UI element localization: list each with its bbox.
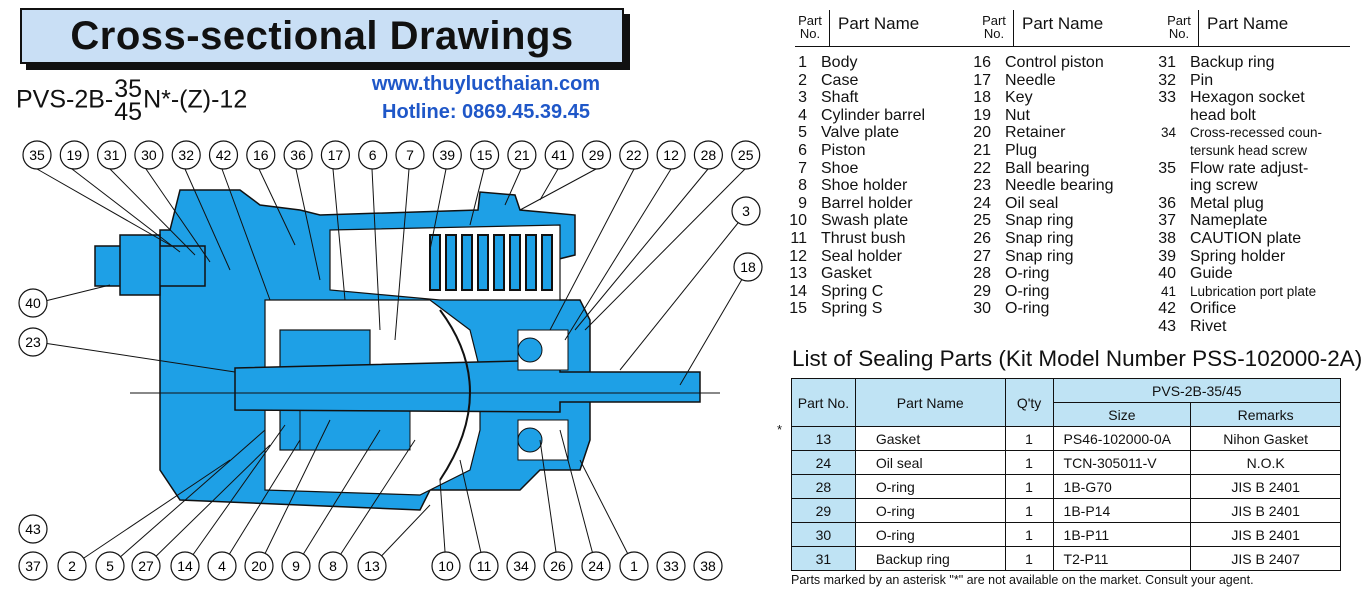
callout-35 bbox=[23, 141, 51, 169]
part-number: 37 bbox=[1158, 212, 1176, 230]
part-number: 7 bbox=[798, 159, 807, 177]
callout-42 bbox=[210, 141, 238, 169]
part-row bbox=[781, 248, 902, 266]
part-name: Flow rate adjust- bbox=[1190, 159, 1309, 177]
sealing-cell-no: 29 bbox=[792, 499, 856, 523]
part-name: Spring C bbox=[821, 282, 884, 300]
callout-30 bbox=[135, 141, 163, 169]
part-name: Cylinder barrel bbox=[821, 106, 926, 124]
part-number: 12 bbox=[789, 247, 807, 265]
callout-label: 21 bbox=[514, 147, 530, 163]
part-row bbox=[781, 265, 872, 283]
header-qty: Q'ty bbox=[1005, 379, 1053, 427]
callout-26 bbox=[544, 552, 572, 580]
part-name: Guide bbox=[1190, 265, 1233, 283]
part-name: ing screw bbox=[1190, 177, 1258, 195]
sealing-cell-no: 30 bbox=[792, 523, 856, 547]
part-row bbox=[1150, 107, 1256, 125]
part-name: Snap ring bbox=[1005, 230, 1074, 247]
callout-label: 39 bbox=[439, 147, 456, 163]
callout-11 bbox=[470, 552, 498, 580]
callout-label: 22 bbox=[626, 147, 642, 163]
callout-label: 29 bbox=[588, 147, 605, 163]
callout-label: 15 bbox=[476, 147, 493, 163]
header-model-group: PVS-2B-35/45 bbox=[1053, 379, 1340, 403]
part-number: 14 bbox=[789, 282, 807, 300]
part-number: 3 bbox=[798, 89, 807, 107]
sealing-cell-size: 1B-G70 bbox=[1053, 475, 1191, 499]
part-number: 10 bbox=[789, 212, 807, 230]
callout-label: 23 bbox=[25, 334, 41, 350]
callout-36 bbox=[284, 141, 312, 169]
callout-label: 6 bbox=[368, 147, 377, 163]
callout-27 bbox=[132, 552, 160, 580]
callout-label: 8 bbox=[329, 558, 337, 574]
callout-label: 27 bbox=[138, 558, 154, 574]
part-number: 20 bbox=[973, 124, 991, 142]
part-name: Pin bbox=[1190, 71, 1214, 89]
hotline-text: Hotline: 0869.45.39.45 bbox=[382, 101, 590, 123]
sealing-cell-remarks: JIS B 2401 bbox=[1191, 475, 1341, 499]
header-part-name: Part Name bbox=[1022, 14, 1104, 33]
callout-label: 2 bbox=[68, 558, 76, 574]
callout-label: 36 bbox=[290, 147, 306, 163]
part-name: Nut bbox=[1005, 106, 1030, 124]
callout-12 bbox=[657, 141, 685, 169]
part-name: Ball bearing bbox=[1005, 159, 1090, 177]
part-number: 18 bbox=[973, 89, 991, 107]
sealing-title: List of Sealing Parts (Kit Model Number PSS-102000-2A) bbox=[792, 346, 1363, 371]
callout-15 bbox=[471, 141, 499, 169]
part-name: Lubrication port plate bbox=[1190, 283, 1317, 299]
callout-label: 12 bbox=[663, 147, 679, 163]
part-name: Thrust bush bbox=[821, 230, 906, 247]
part-name: Plug bbox=[1005, 142, 1038, 159]
part-name: Shoe bbox=[821, 159, 859, 177]
part-row bbox=[781, 54, 857, 72]
part-row bbox=[965, 265, 1049, 283]
model-suffix: N*-(Z)-12 bbox=[143, 85, 248, 114]
callout-23 bbox=[19, 328, 47, 356]
part-name: Seal holder bbox=[821, 247, 902, 265]
callout-label: 38 bbox=[700, 558, 716, 574]
sealing-cell-remarks: JIS B 2401 bbox=[1191, 523, 1341, 547]
part-number: 19 bbox=[973, 106, 991, 124]
header-size: Size bbox=[1053, 403, 1191, 427]
callout-22 bbox=[620, 141, 648, 169]
header-part-no-line2: No. bbox=[983, 26, 1005, 41]
part-number: 6 bbox=[798, 142, 807, 159]
part-name: O-ring bbox=[1005, 282, 1050, 300]
part-number: 34 bbox=[1160, 125, 1176, 141]
callout-label: 3 bbox=[742, 203, 750, 219]
callout-label: 41 bbox=[551, 147, 567, 163]
parts-list-header bbox=[795, 10, 1350, 47]
callout-34 bbox=[507, 552, 535, 580]
callout-8 bbox=[319, 552, 347, 580]
part-name: Snap ring bbox=[1005, 212, 1074, 230]
callout-label: 37 bbox=[25, 558, 41, 574]
callout-label: 26 bbox=[550, 558, 566, 574]
part-row bbox=[965, 89, 1033, 107]
callout-19 bbox=[60, 141, 88, 169]
part-name: CAUTION plate bbox=[1190, 230, 1302, 247]
sealing-cell-remarks: N.O.K bbox=[1191, 451, 1341, 475]
part-name: O-ring bbox=[1005, 265, 1050, 283]
callout-10 bbox=[432, 552, 460, 580]
model-prefix: PVS-2B- bbox=[16, 85, 114, 114]
part-number: 33 bbox=[1158, 89, 1176, 107]
part-name: Gasket bbox=[821, 265, 872, 283]
callout-40 bbox=[19, 289, 47, 317]
part-name: Key bbox=[1005, 89, 1033, 107]
part-name: Piston bbox=[821, 142, 866, 159]
sealing-row bbox=[792, 547, 1341, 571]
part-name: Case bbox=[821, 71, 859, 89]
sealing-cell-qty: 1 bbox=[1005, 499, 1053, 523]
part-row bbox=[781, 142, 865, 160]
callout-20 bbox=[245, 552, 273, 580]
callout-label: 24 bbox=[588, 558, 604, 574]
part-row bbox=[1150, 89, 1305, 107]
header-part-no bbox=[795, 14, 825, 40]
part-name: Nameplate bbox=[1190, 212, 1268, 230]
part-row bbox=[1150, 318, 1226, 336]
part-name: Valve plate bbox=[821, 124, 899, 142]
callout-label: 10 bbox=[438, 558, 454, 574]
header-part-no bbox=[979, 14, 1009, 40]
part-number: 22 bbox=[973, 159, 991, 177]
callout-1 bbox=[620, 552, 648, 580]
sealing-cell-no: 13 bbox=[792, 427, 856, 451]
sealing-cell-no: 28 bbox=[792, 475, 856, 499]
sealing-cell-qty: 1 bbox=[1005, 427, 1053, 451]
part-row bbox=[781, 160, 858, 178]
part-row bbox=[965, 142, 1037, 160]
part-number: 27 bbox=[973, 247, 991, 265]
header-part-no-line2: No. bbox=[1168, 26, 1190, 41]
contact-block bbox=[352, 70, 620, 126]
part-number: 39 bbox=[1158, 247, 1176, 265]
part-number: 41 bbox=[1160, 283, 1176, 299]
sealing-cell-no: 31 bbox=[792, 547, 856, 571]
callout-label: 18 bbox=[740, 259, 756, 275]
callout-label: 28 bbox=[700, 147, 717, 163]
part-name: head bolt bbox=[1190, 106, 1256, 124]
sealing-cell-qty: 1 bbox=[1005, 547, 1053, 571]
part-row bbox=[1150, 230, 1301, 248]
callout-label: 9 bbox=[292, 558, 300, 574]
part-number: 29 bbox=[973, 282, 991, 300]
sealing-row bbox=[792, 451, 1341, 475]
sealing-row bbox=[792, 475, 1341, 499]
header-part-no bbox=[1164, 14, 1194, 40]
callout-24 bbox=[582, 552, 610, 580]
part-name: Control piston bbox=[1005, 54, 1104, 71]
sealing-cell-name: O-ring bbox=[855, 475, 1005, 499]
part-row bbox=[965, 283, 1049, 301]
part-row bbox=[965, 300, 1049, 318]
asterisk-mark: * bbox=[777, 422, 783, 437]
callout-label: 34 bbox=[513, 558, 529, 574]
part-row bbox=[781, 230, 905, 248]
callout-label: 32 bbox=[178, 147, 194, 163]
part-row bbox=[1150, 160, 1308, 178]
part-row bbox=[781, 283, 883, 301]
part-name: Barrel holder bbox=[821, 194, 913, 212]
header-part-name: Part Name bbox=[855, 379, 1005, 427]
model-bottom: 45 bbox=[114, 98, 143, 126]
header-remarks: Remarks bbox=[1191, 403, 1341, 427]
callout-43 bbox=[19, 515, 47, 543]
callout-7 bbox=[396, 141, 424, 169]
part-number: 4 bbox=[798, 106, 807, 124]
part-number: 35 bbox=[1158, 159, 1176, 177]
part-name: Retainer bbox=[1005, 124, 1066, 142]
callout-28 bbox=[694, 141, 722, 169]
part-row bbox=[965, 230, 1074, 248]
part-row bbox=[781, 124, 899, 142]
part-row bbox=[781, 177, 907, 195]
model-number bbox=[16, 75, 248, 126]
sealing-cell-remarks: JIS B 2407 bbox=[1191, 547, 1341, 571]
model-top: 35 bbox=[114, 75, 143, 103]
part-row bbox=[965, 107, 1030, 125]
sealing-cell-no: 24 bbox=[792, 451, 856, 475]
part-row bbox=[1150, 195, 1264, 213]
part-name: Spring S bbox=[821, 300, 883, 318]
part-row bbox=[781, 212, 908, 230]
sealing-cell-name: Oil seal bbox=[855, 451, 1005, 475]
part-name: O-ring bbox=[1005, 300, 1050, 318]
sealing-cell-remarks: Nihon Gasket bbox=[1191, 427, 1341, 451]
part-row bbox=[1150, 212, 1267, 230]
callout-17 bbox=[321, 141, 349, 169]
sealing-table bbox=[791, 378, 1341, 571]
part-name: Needle bbox=[1005, 71, 1056, 89]
callout-6 bbox=[359, 141, 387, 169]
page-title: Cross-sectional Drawings bbox=[70, 14, 574, 58]
sealing-cell-name: Backup ring bbox=[855, 547, 1005, 571]
callout-label: 16 bbox=[253, 147, 269, 163]
part-name: Backup ring bbox=[1190, 54, 1275, 71]
part-name: Hexagon socket bbox=[1190, 89, 1305, 107]
header-divider bbox=[1013, 10, 1014, 46]
part-number: 36 bbox=[1158, 194, 1176, 212]
part-row bbox=[965, 212, 1074, 230]
callout-37 bbox=[19, 552, 47, 580]
sealing-cell-qty: 1 bbox=[1005, 475, 1053, 499]
part-number: 15 bbox=[789, 300, 807, 318]
part-name: Needle bearing bbox=[1005, 177, 1114, 195]
part-name: tersunk head screw bbox=[1190, 143, 1308, 158]
part-row bbox=[781, 195, 913, 213]
callout-16 bbox=[247, 141, 275, 169]
header-part-no-line1: Part bbox=[982, 13, 1006, 28]
sealing-cell-name: Gasket bbox=[855, 427, 1005, 451]
part-row bbox=[965, 195, 1058, 213]
part-row bbox=[1150, 248, 1285, 266]
callout-41 bbox=[545, 141, 573, 169]
header-part-no-line2: No. bbox=[799, 26, 821, 41]
header-part-name: Part Name bbox=[838, 14, 920, 33]
part-name: Metal plug bbox=[1190, 194, 1264, 212]
part-number: 25 bbox=[973, 212, 991, 230]
sealing-cell-qty: 1 bbox=[1005, 523, 1053, 547]
part-number: 9 bbox=[798, 194, 807, 212]
callout-2 bbox=[58, 552, 86, 580]
callout-label: 11 bbox=[476, 558, 492, 574]
callout-layer bbox=[0, 130, 770, 596]
part-row bbox=[1150, 124, 1322, 142]
callout-38 bbox=[694, 552, 722, 580]
part-number: 28 bbox=[973, 265, 991, 283]
part-number: 16 bbox=[973, 54, 991, 71]
callout-label: 43 bbox=[25, 521, 41, 537]
sealing-row bbox=[792, 523, 1341, 547]
callout-label: 1 bbox=[630, 558, 638, 574]
part-number: 40 bbox=[1158, 265, 1176, 283]
cross-section-drawing bbox=[0, 130, 770, 596]
callout-label: 33 bbox=[663, 558, 679, 574]
title-banner bbox=[20, 8, 624, 64]
part-name: Shaft bbox=[821, 89, 859, 107]
part-name: Snap ring bbox=[1005, 247, 1074, 265]
part-row bbox=[1150, 72, 1213, 90]
part-row bbox=[781, 72, 858, 90]
callout-29 bbox=[583, 141, 611, 169]
callout-label: 42 bbox=[215, 147, 232, 163]
sealing-cell-size: PS46-102000-0A bbox=[1053, 427, 1191, 451]
website-link[interactable]: www.thuylucthaian.com bbox=[371, 73, 601, 95]
sealing-cell-qty: 1 bbox=[1005, 451, 1053, 475]
part-name: Orifice bbox=[1190, 300, 1237, 318]
callout-label: 5 bbox=[106, 558, 114, 574]
sealing-cell-size: TCN-305011-V bbox=[1053, 451, 1191, 475]
part-number: 11 bbox=[790, 230, 807, 247]
callout-label: 40 bbox=[25, 295, 41, 311]
callout-33 bbox=[657, 552, 685, 580]
callout-9 bbox=[282, 552, 310, 580]
part-row bbox=[965, 160, 1090, 178]
header-part-no-line1: Part bbox=[1167, 13, 1191, 28]
part-row bbox=[965, 177, 1114, 195]
footnote: Parts marked by an asterisk "*" are not available on the market. Consult your agent. bbox=[791, 573, 1254, 587]
part-name: Spring holder bbox=[1190, 247, 1286, 265]
callout-label: 35 bbox=[29, 147, 45, 163]
header-divider bbox=[1198, 10, 1199, 46]
part-number: 43 bbox=[1158, 318, 1176, 335]
part-name: Rivet bbox=[1190, 318, 1227, 335]
model-fraction bbox=[114, 75, 143, 126]
callout-label: 7 bbox=[406, 147, 414, 163]
header-part-no-line1: Part bbox=[798, 13, 822, 28]
part-row bbox=[965, 248, 1074, 266]
part-name: Cross-recessed coun- bbox=[1190, 125, 1323, 141]
callout-13 bbox=[358, 552, 386, 580]
part-number: 8 bbox=[798, 177, 807, 195]
part-row bbox=[781, 89, 858, 107]
header-part-no: Part No. bbox=[792, 379, 856, 427]
part-name: Oil seal bbox=[1005, 194, 1059, 212]
callout-31 bbox=[98, 141, 126, 169]
callout-label: 17 bbox=[327, 147, 344, 163]
part-number: 1 bbox=[798, 54, 807, 71]
part-number: 31 bbox=[1158, 54, 1176, 71]
sealing-cell-size: 1B-P11 bbox=[1053, 523, 1191, 547]
callout-label: 31 bbox=[103, 147, 120, 163]
part-row bbox=[965, 54, 1104, 72]
part-row bbox=[1150, 265, 1233, 283]
part-number: 23 bbox=[973, 177, 991, 195]
sealing-row bbox=[792, 499, 1341, 523]
part-number: 24 bbox=[973, 194, 991, 212]
callout-39 bbox=[433, 141, 461, 169]
sealing-cell-remarks: JIS B 2401 bbox=[1191, 499, 1341, 523]
callout-label: 19 bbox=[66, 147, 83, 163]
part-number: 26 bbox=[973, 230, 991, 247]
part-row bbox=[1150, 177, 1258, 195]
callout-label: 20 bbox=[251, 558, 267, 574]
sealing-cell-name: O-ring bbox=[855, 499, 1005, 523]
callout-label: 25 bbox=[737, 147, 754, 163]
part-number: 32 bbox=[1158, 71, 1176, 89]
callout-5 bbox=[96, 552, 124, 580]
callout-32 bbox=[172, 141, 200, 169]
part-row bbox=[965, 124, 1065, 142]
callout-label: 13 bbox=[364, 558, 380, 574]
sealing-cell-size: 1B-P14 bbox=[1053, 499, 1191, 523]
part-number: 13 bbox=[789, 265, 807, 283]
part-number: 21 bbox=[973, 142, 991, 159]
sealing-cell-size: T2-P11 bbox=[1053, 547, 1191, 571]
part-name: Swash plate bbox=[821, 212, 909, 230]
callout-18 bbox=[734, 253, 762, 281]
callout-label: 4 bbox=[218, 558, 226, 574]
part-number: 5 bbox=[798, 124, 807, 142]
part-name: Body bbox=[821, 54, 858, 71]
callout-25 bbox=[732, 141, 760, 169]
callout-21 bbox=[508, 141, 536, 169]
part-row bbox=[1150, 300, 1236, 318]
part-number: 38 bbox=[1158, 230, 1176, 247]
part-number: 42 bbox=[1158, 300, 1176, 318]
callout-14 bbox=[171, 552, 199, 580]
part-number: 17 bbox=[973, 71, 991, 89]
sealing-row bbox=[792, 427, 1341, 451]
part-row bbox=[781, 300, 882, 318]
header-divider bbox=[829, 10, 830, 46]
part-number: 30 bbox=[973, 300, 991, 318]
part-row bbox=[1150, 54, 1275, 72]
callout-label: 30 bbox=[141, 147, 157, 163]
callout-4 bbox=[208, 552, 236, 580]
callout-3 bbox=[732, 197, 760, 225]
callout-label: 14 bbox=[177, 558, 193, 574]
part-row bbox=[965, 72, 1056, 90]
header-part-name: Part Name bbox=[1207, 14, 1289, 33]
part-row bbox=[1150, 283, 1316, 301]
part-row bbox=[781, 107, 925, 125]
part-number: 2 bbox=[798, 71, 807, 89]
sealing-cell-name: O-ring bbox=[855, 523, 1005, 547]
part-row bbox=[1150, 142, 1307, 160]
part-name: Shoe holder bbox=[821, 177, 908, 195]
